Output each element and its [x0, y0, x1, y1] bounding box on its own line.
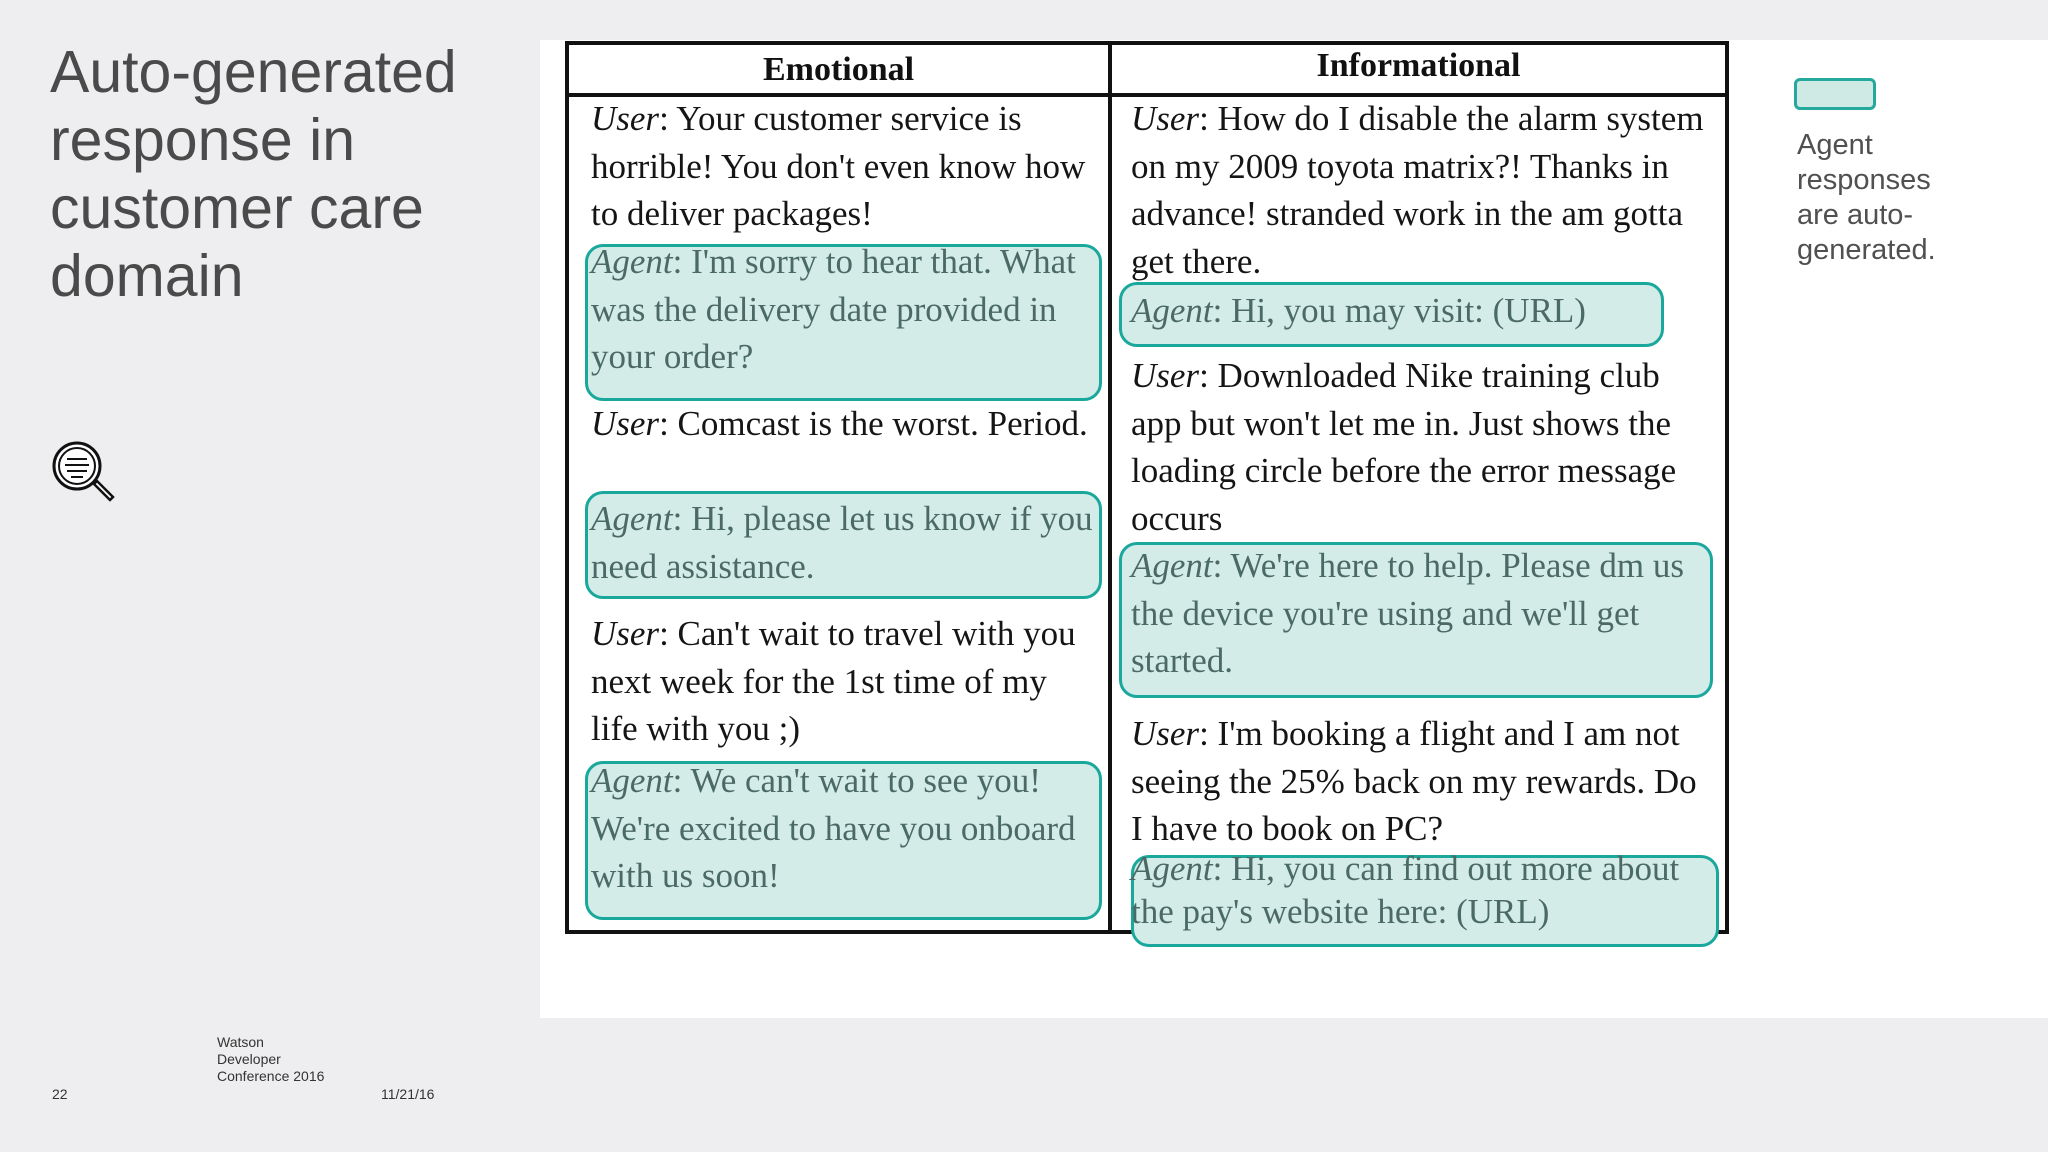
page-number: 22 — [52, 1086, 68, 1102]
search-document-icon — [50, 440, 120, 504]
slide-title: Auto-generated response in customer care domain — [50, 39, 457, 309]
emotional-user-message: User: Your customer service is horrible! You don't even know how to deliver packages! — [591, 99, 1086, 233]
informational-user-message: User: I'm booking a flight and I am not seeing the 25% back on my rewards. Do I have to book on PC? — [1131, 714, 1697, 848]
emotional-user-message: User: Can't wait to travel with you next week for the 1st time of my life with you ;) — [591, 614, 1076, 748]
emotional-agent-message: Agent: We can't wait to see you! We're excited to have you onboard with us soon! — [591, 761, 1076, 895]
slide-date: 11/21/16 — [381, 1086, 435, 1102]
informational-agent-message: Agent: We're here to help. Please dm us the device you're using and we'll get started. — [1131, 546, 1684, 680]
informational-user-message: User: Downloaded Nike training club app but won't let me in. Just shows the loading circle before the error message occurs — [1131, 356, 1677, 538]
response-table — [565, 41, 1729, 934]
legend-swatch — [1794, 78, 1876, 110]
conference-name: Watson Developer Conference 2016 — [217, 1034, 325, 1084]
emotional-user-message: User: Comcast is the worst. Period. — [591, 404, 1088, 443]
informational-agent-message: Agent: Hi, you may visit: (URL) — [1131, 291, 1586, 330]
emotional-agent-message: Agent: I'm sorry to hear that. What was the delivery date provided in your order? — [591, 242, 1076, 376]
column-divider — [1108, 45, 1112, 930]
informational-user-message: User: How do I disable the alarm system on my 2009 toyota matrix?! Thanks in advance! stranded work in the am gotta get there. — [1131, 99, 1704, 281]
informational-column-header: Informational — [1316, 47, 1521, 84]
informational-agent-message: Agent: Hi, you can find out more about the pay's website here: (URL) — [1131, 849, 1680, 931]
emotional-agent-message: Agent: Hi, please let us know if you need assistance. — [591, 499, 1093, 586]
legend-label: Agent responses are auto-generated. — [1797, 129, 1936, 266]
emotional-column-header: Emotional — [762, 51, 915, 88]
